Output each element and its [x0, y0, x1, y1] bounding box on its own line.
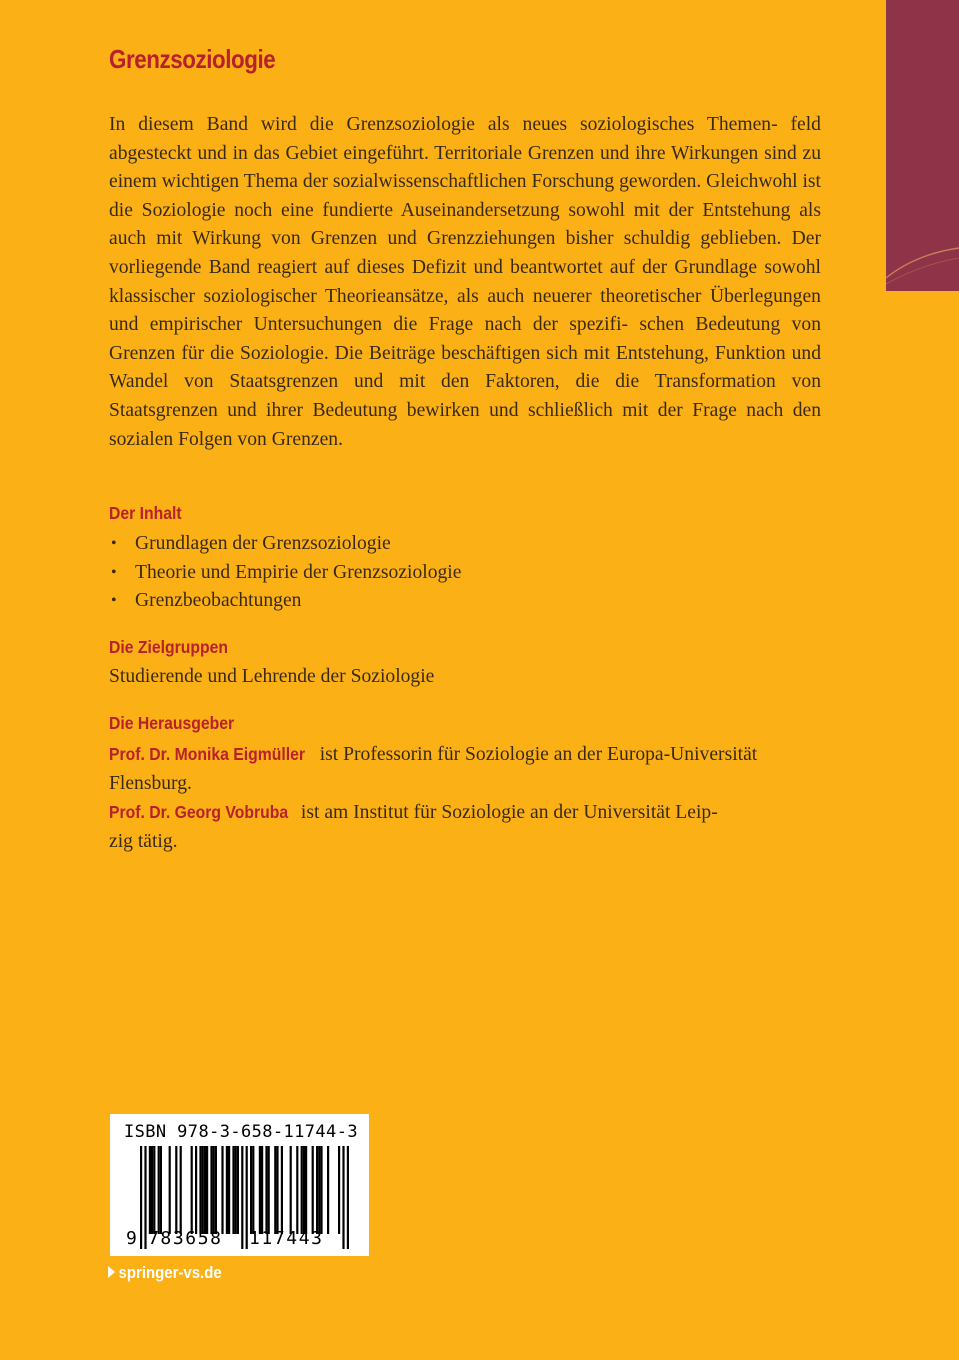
list-item-label: Grundlagen der Grenzsoziologie — [135, 533, 391, 554]
barcode-bar — [318, 1146, 320, 1234]
isbn-label: ISBN 978-3-658-11744-3 — [124, 1122, 358, 1142]
description-line: Faktoren, die die Transformation von Staatsgrenzen und ihrer Bedeutung — [109, 371, 821, 421]
barcode-bar — [175, 1146, 177, 1234]
publisher-link[interactable] — [108, 1263, 222, 1283]
barcode-bar — [281, 1146, 283, 1234]
barcode-bar — [202, 1146, 204, 1234]
barcode-bar — [149, 1146, 151, 1234]
barcode-bar — [342, 1146, 344, 1249]
barcode-bar — [195, 1146, 197, 1234]
editor-bio-line: zig tätig. — [109, 830, 178, 852]
barcode-bar — [274, 1146, 276, 1234]
ean-right-group: 117443 — [249, 1228, 324, 1249]
contents-heading: Der Inhalt — [109, 503, 182, 523]
barcode-bar — [210, 1146, 212, 1234]
editor-bio — [109, 740, 821, 798]
book-title: Grenzsoziologie — [109, 44, 276, 74]
barcode-bar — [151, 1146, 153, 1234]
description-line: sich mit Entstehung, Funktion und Wandel von Staatsgrenzen und mit den — [109, 342, 821, 393]
barcode-bar — [303, 1146, 305, 1234]
description-line: klassischer soziologischer Theorieansätze, als auch neuerer theoretischer — [109, 285, 702, 307]
barcode-bar — [144, 1146, 146, 1249]
barcode-bar — [296, 1146, 298, 1234]
description-line: Band reagiert auf dieses Defizit und beantwortet auf der Grundlage sowohl — [208, 256, 821, 278]
barcode-bar — [338, 1146, 340, 1234]
editor-bio-line: Flensburg. — [109, 772, 192, 794]
barcode-bar — [265, 1146, 267, 1234]
barcode-bar — [259, 1146, 261, 1234]
barcode-bar — [276, 1146, 278, 1234]
editor-name: Prof. Dr. Monika Eigmüller — [109, 744, 306, 764]
barcode-bar — [241, 1146, 243, 1249]
barcode-bar — [206, 1146, 208, 1234]
barcode-bar — [169, 1146, 171, 1234]
barcode-bar — [246, 1146, 248, 1249]
description-line: Grenzen und Grenzziehungen bisher schuldig geblieben. Der vorliegende — [109, 228, 821, 278]
barcode-bar — [347, 1146, 349, 1249]
barcode-bar — [235, 1146, 237, 1234]
barcode-bar — [228, 1146, 230, 1234]
barcode-bar — [158, 1146, 160, 1234]
editor-bio — [109, 798, 821, 856]
ean-left-group: 783658 — [148, 1228, 223, 1249]
bullet-marker: • — [111, 563, 117, 581]
description-line: Überlegungen und empirischer Untersuchungen die Frage nach der spezifi- — [109, 285, 821, 336]
description-line: feld abgesteckt und in das Gebiet eingeführt. Territoriale Grenzen und ihre — [109, 114, 821, 164]
publisher-url[interactable]: springer-vs.de — [118, 1263, 222, 1282]
description-line: Wirkungen sind zu einem wichtigen Thema der sozialwissenschaftlichen — [109, 142, 822, 193]
barcode-bar — [221, 1146, 223, 1234]
barcode-bar — [327, 1146, 329, 1234]
barcode-bar — [320, 1146, 322, 1234]
barcode-bar — [268, 1146, 270, 1234]
bullet-marker: • — [111, 592, 117, 610]
book-description — [109, 111, 821, 454]
barcode-bar — [204, 1146, 206, 1234]
description-line: schen Bedeutung von Grenzen für die Soziologie. Die Beiträge beschäftigen — [109, 314, 821, 364]
barcode-bar — [301, 1146, 303, 1234]
list-item-label: Theorie und Empirie der Grenzsoziologie — [135, 561, 462, 583]
barcode-bar — [215, 1146, 217, 1234]
ean-first-digit: 9 — [126, 1228, 137, 1249]
corner-swoosh-graphic — [886, 0, 959, 291]
barcode-bar — [232, 1146, 234, 1234]
barcode-bar — [199, 1146, 201, 1234]
barcode-bar — [213, 1146, 215, 1234]
editor-bio-line: ist am Institut für Soziologie an der Universität Leip- — [296, 802, 718, 823]
contents-list — [109, 530, 461, 616]
barcode-bar — [250, 1146, 252, 1234]
barcode-bar — [160, 1146, 162, 1234]
barcode-bar — [290, 1146, 292, 1234]
barcode-bar — [140, 1146, 142, 1249]
list-item-label: Grenzbeobachtungen — [135, 590, 302, 612]
barcode-bar — [312, 1146, 314, 1234]
barcode-bar — [226, 1146, 228, 1234]
audience-heading: Die Zielgruppen — [109, 637, 229, 657]
decorative-corner-band — [886, 0, 959, 291]
editors-heading: Die Herausgeber — [109, 713, 235, 733]
editor-bio-line: ist Professorin für Soziologie an der Europa-Universität — [314, 744, 758, 765]
barcode-bar — [191, 1146, 193, 1234]
list-item — [109, 587, 461, 616]
barcode-bar — [261, 1146, 263, 1234]
description-line: bewirken und schließlich mit der Frage nach den sozialen Folgen von Grenzen. — [109, 399, 821, 450]
barcode-bar — [180, 1146, 182, 1234]
isbn-barcode — [110, 1114, 369, 1256]
bullet-marker: • — [111, 535, 117, 552]
barcode-bar — [305, 1146, 307, 1234]
barcode-bar — [237, 1146, 239, 1234]
list-item — [109, 530, 461, 559]
play-triangle-icon — [108, 1266, 115, 1278]
description-line: Forschung geworden. Gleichwohl ist die Soziologie noch eine fundierte — [109, 171, 822, 221]
barcode-bar — [316, 1146, 318, 1234]
description-line: In diesem Band wird die Grenzsoziologie als neues soziologisches Themen- — [109, 114, 778, 135]
audience-text: Studierende und Lehrende der Soziologie — [109, 666, 435, 687]
barcode-bar — [252, 1146, 254, 1234]
list-item — [109, 559, 461, 588]
barcode-bar — [153, 1146, 155, 1234]
description-line: Auseinandersetzung sowohl mit der Entstehung als auch mit Wirkung von — [109, 199, 821, 250]
editor-name: Prof. Dr. Georg Vobruba — [109, 802, 289, 822]
